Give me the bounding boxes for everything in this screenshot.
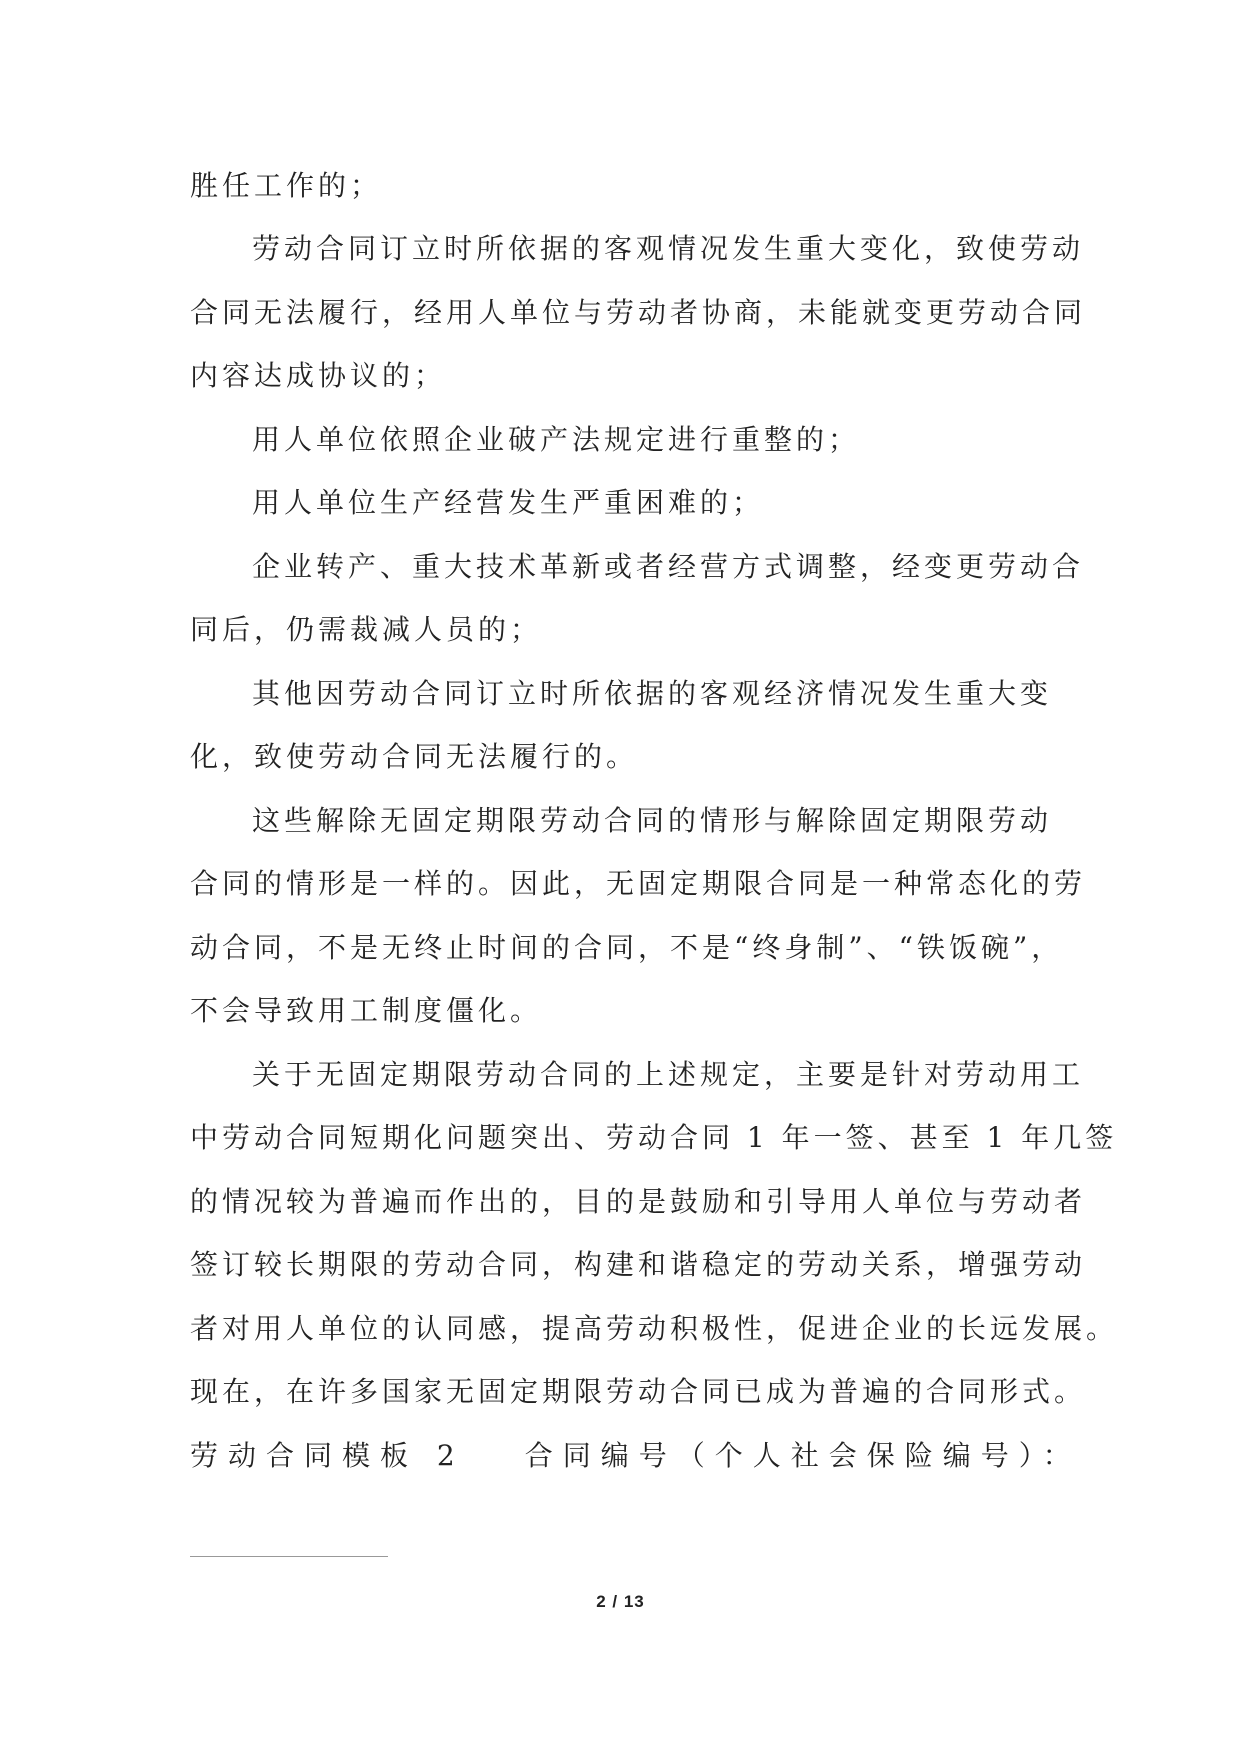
text-line: 者对用人单位的认同感，提高劳动积极性，促进企业的长远发展。	[190, 1312, 1119, 1345]
template-heading-line	[190, 1436, 1081, 1476]
text-line: 同后，仍需裁减人员的；	[190, 613, 543, 646]
text-line: 现在，在许多国家无固定期限劳动合同已成为普遍的合同形式。	[190, 1375, 1087, 1408]
text-line: 不会导致用工制度僵化。	[190, 994, 543, 1027]
text-line: 劳动合同订立时所依据的客观情况发生重大变化，致使劳动	[252, 232, 1085, 265]
text-line: 合同的情形是一样的。因此，无固定期限合同是一种常态化的劳	[190, 867, 1087, 900]
text-line: 动合同，不是无终止时间的合同，不是“终身制”、“铁饭碗”，	[190, 931, 1064, 964]
text-line: 的情况较为普遍而作出的，目的是鼓励和引导用人单位与劳动者	[190, 1185, 1087, 1218]
text-line: 用人单位依照企业破产法规定进行重整的；	[252, 423, 861, 456]
text-line: 关于无固定期限劳动合同的上述规定，主要是针对劳动用工	[252, 1058, 1085, 1091]
contract-number-label: 合同编号（个人社会保险编号）：	[524, 1439, 1081, 1472]
text-line: 胜任工作的；	[190, 169, 383, 202]
fill-in-blank-line	[190, 1556, 388, 1557]
template-title: 劳动合同模板 2	[190, 1439, 465, 1472]
text-line: 其他因劳动合同订立时所依据的客观经济情况发生重大变	[252, 677, 1053, 710]
text-line: 化，致使劳动合同无法履行的。	[190, 740, 639, 773]
text-line: 合同无法履行，经用人单位与劳动者协商，未能就变更劳动合同	[190, 296, 1087, 329]
text-line: 中劳动合同短期化问题突出、劳动合同 1 年一签、甚至 1 年几签	[190, 1121, 1118, 1154]
text-line: 这些解除无固定期限劳动合同的情形与解除固定期限劳动	[252, 804, 1053, 837]
text-line: 企业转产、重大技术革新或者经营方式调整，经变更劳动合	[252, 550, 1085, 583]
text-line: 签订较长期限的劳动合同，构建和谐稳定的劳动关系，增强劳动	[190, 1248, 1087, 1281]
text-line: 内容达成协议的；	[190, 359, 447, 392]
text-line: 用人单位生产经营发生严重困难的；	[252, 486, 765, 519]
page-number: 2 / 13	[596, 1592, 645, 1611]
